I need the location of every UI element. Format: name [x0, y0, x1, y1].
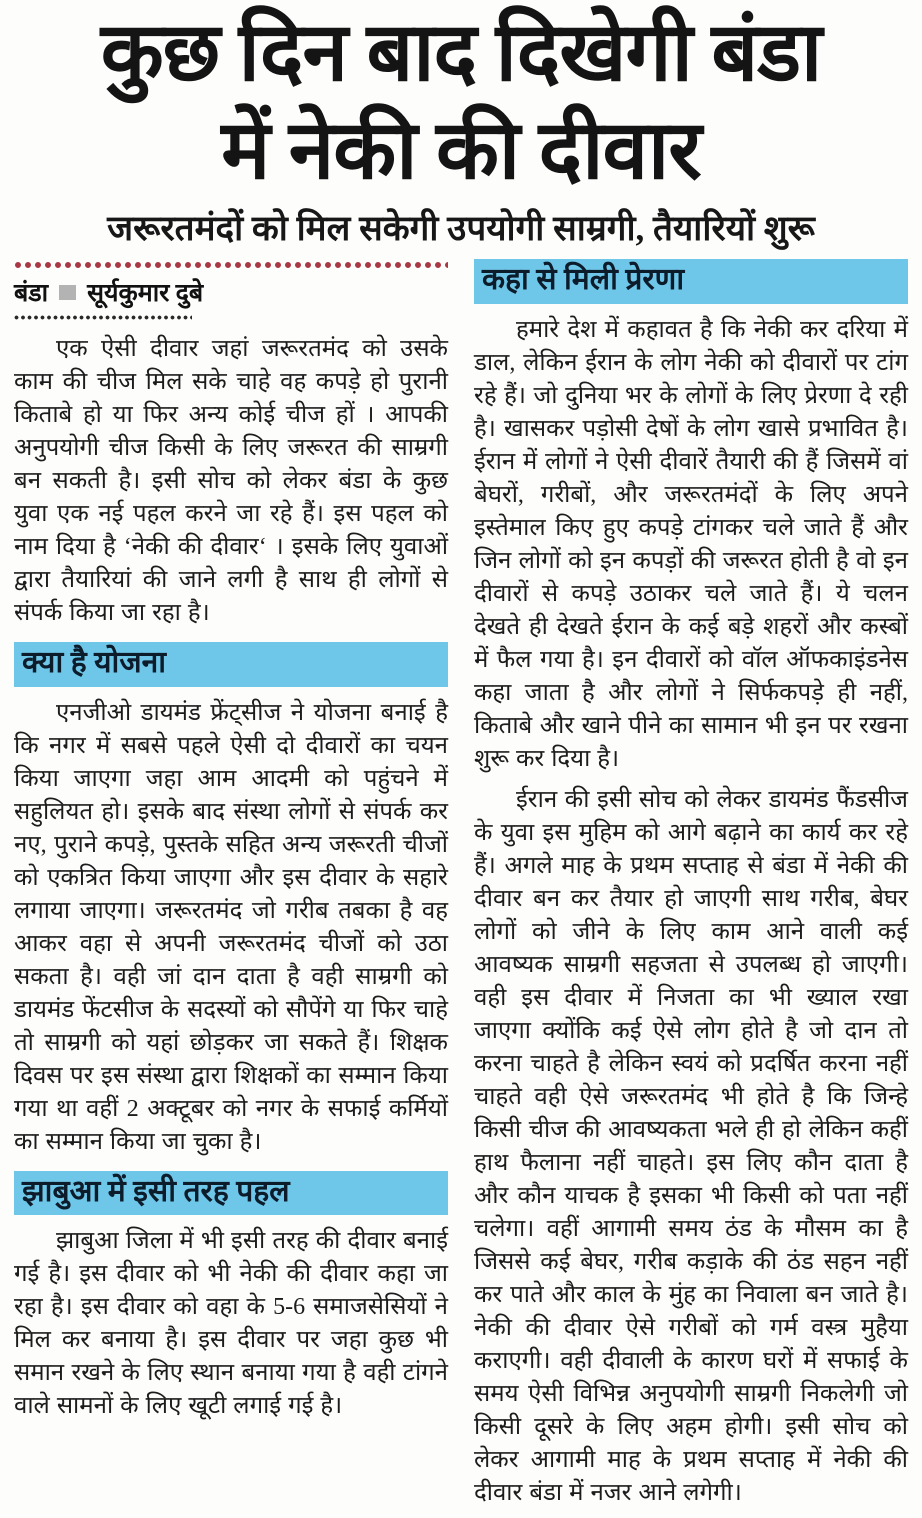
article-columns: [14, 259, 908, 1518]
section-paragraph-yojna: एनजीओ डायमंड फ्रेंट्सीज ने योजना बनाई है कि नगर में सबसे पहले ऐसी दो दीवारों का चयन किया जाएगा जहा आम आदमी को पहुंचने में सहुलियत हो। इसके बाद संस्था लोगों से संपर्क कर नए, पुराने कपड़े, पुस्तके सहित अन्य जरूरती चीजों को एकत्रित किया जाएगा और इस दीवार के सहारे लगाया जाएगा। जरूरतमंद जो गरीब तबका है वह आकर वहा से अपनी जरूरतमंद चीजों को उठा सकता है। वही जां दान दाता है वही साम्रगी को डायमंड फेंटसीज के सदस्यों को सौपेंगे या फिर चाहे तो साम्रगी को यहां छोड़कर जा सकते हैं। शिक्षक दिवस पर इस संस्था द्वारा शिक्षकों का सम्मान किया गया था वहीं 2 अक्टूबर को नगर के सफाई कर्मियों का सम्मान किया जा चुका है।: [14, 699, 448, 1155]
section-paragraph-jhabua: झाबुआ जिला में भी इसी तरह की दीवार बनाई गई है। इस दीवार को भी नेकी की दीवार कहा जा रहा है। इस दीवार को वहा के 5-6 समाजसेसियों ने मिल कर बनाया है। इस दीवार पर जहा कुछ भी समान रखने के लिए स्थान बनाया गया है वही टांगने वाले सामनों के लिए खूटी लगाई गई है।: [14, 1228, 448, 1420]
article-subheadline: जरूरतमंदों को मिल सकेगी उपयोगी साम्रगी, तैयारियों शुरू: [107, 208, 815, 248]
right-column: [474, 259, 908, 1518]
byline-reporter: सूर्यकुमार दुबे: [87, 280, 204, 308]
prerna-paragraph-2: ईरान की इसी सोच को लेकर डायमंड फैंडसीज के युवा इस मुहिम को आगे बढ़ाने का कार्य कर रहे हैं। अगले माह के प्रथम सप्ताह से बंडा में नेकी की दीवार बन कर तैयार हो जाएगी साथ गरीब, बेघर लोगों को जीने के लिए काम आने वाली कई आवष्यक साम्रगी सहजता से उपलब्ध हो जाएगी। वही इस दीवार में निजता का भी ख्याल रखा जाएगा क्योंकि कई ऐसे लोग होते है जो दान तो करना चाहते है लेकिन स्वयं को प्रदर्षित करना नहीं चाहते वही ऐसे जरूरतमंद भी होते है कि जिन्हे किसी चीज की आवष्यकता भले ही हो लेकिन कहीं हाथ फैलाना नहीं चाहते। इस लिए कौन दाता है और कौन याचक है इसका भी किसी को पता नहीं चलेगा। वहीं आगामी समय ठंड के मौसम का है जिससे कई बेघर, गरीब कड़ाके की ठंड सहन नहीं कर पाते और काल के मुंह का निवाला बन जाते है। नेकी की दीवार ऐसे गरीबों को गर्म वस्त्र मुहैया कराएगी। वही दीवाली के कारण घरों में सफाई के समय ऐसी विभिन्न अनुपयोगी साम्रगी निकलेगी जो किसी दूसरे के लिए अहम होगी। इसी सोच को लेकर आगामी माह के प्रथम सप्ताह में नेकी की दीवार बंडा में नजर आने लगेगी।: [474, 786, 908, 1506]
byline-location: बंडा: [14, 280, 49, 308]
intro-paragraph: एक ऐसी दीवार जहां जरूरतमंद को उसके काम की चीज मिल सके चाहे वह कपड़े हो पुरानी किताबे हो या फिर अन्य कोई चीज हों । आपकी अनुपयोगी चीज किसी के लिए जरूरत की साम्रगी बन सकती है। इसी सोच को लेकर बंडा के कुछ युवा एक नई पहल करने जा रहे हैं। इस पहल को नाम दिया है ‘नेकी की दीवार‘ । इसके लिए युवाओं द्वारा तैयारियां की जाने लगी है साथ ही लोगों से संपर्क किया जा रहा है।: [14, 336, 448, 627]
left-column: [14, 259, 448, 1431]
section-heading-jhabua-pahal: झाबुआ में इसी तरह पहल: [14, 1171, 448, 1216]
section-heading-prerna: कहा से मिली प्रेरणा: [474, 259, 908, 304]
black-dotted-rule: [14, 315, 192, 321]
prerna-paragraph-1: हमारे देश में कहावत है कि नेकी कर दरिया में डाल, लेकिन ईरान के लोग नेकी को दीवारों पर टांग रहे हैं। जो दुनिया भर के लोगों के लिए प्रेरणा दे रही है। खासकर पड़ोसी देषों के लोग खासे प्रभावित है। ईरान में लोगों ने ऐसी दीवारें तैयारी की हैं जिसमें वां बेघरों, गरीबों, और जरूरतमंदों के लिए अपने इस्तेमाल किए हुए कपड़े टांगकर चले जाते हैं और जिन लोगों को इन कपड़ों की जरूरत होती है वो इन दीवारों से कपड़े उठाकर चले जाते हैं। ये चलन देखते ही देखते ईरान के कई बड़े शहरों और कस्बों में फैल गया है। इन दीवारों को वॉल ऑफकाइंडनेस कहा जाता है और लोगों ने सिर्फकपड़े ही नहीं, किताबे और खाने पीने का सामान भी इन पर रखना शुरू कर दिया है।: [474, 316, 908, 772]
red-dotted-rule: [14, 261, 448, 269]
headline-line-2: में नेकी की दीवार: [221, 105, 701, 197]
square-bullet-icon: [59, 285, 76, 300]
section-heading-kya-hai-yojna: क्या है योजना: [14, 642, 448, 687]
byline: [14, 275, 448, 309]
headline-line-1: कुछ दिन बाद दिखेगी बंडा: [100, 7, 822, 98]
article-headline: [14, 4, 908, 201]
